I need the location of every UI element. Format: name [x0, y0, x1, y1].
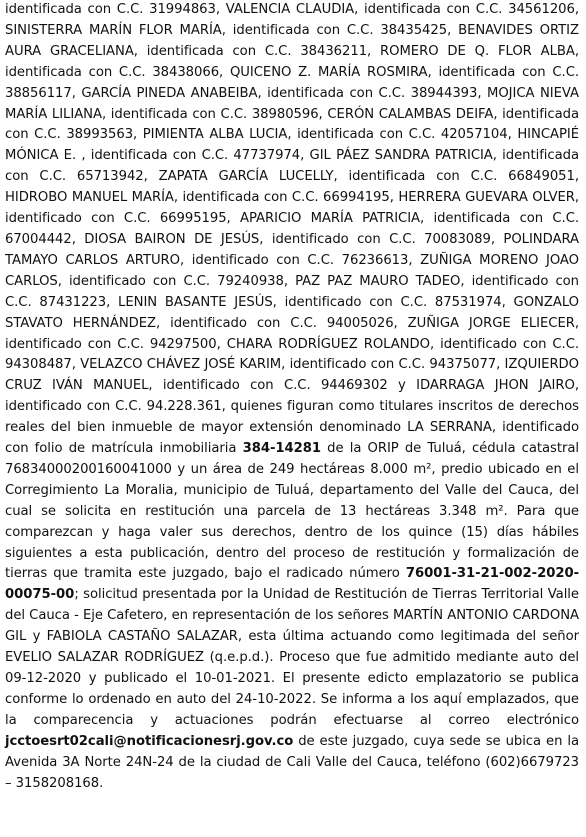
paragraph-text-part-3: ; solicitud presentada por la Unidad de Restitución de Tierras Territorial Valle del Cauca - Eje Cafetero, en representación de los señores MARTÍN ANTONIO CARDONA GIL y FABIOLA CASTAÑO SALAZAR, esta última actuando como legitimada del señor EVELIO SALAZAR RODRÍGUEZ (q.e.p.d.). Proceso que fue admitido mediante auto del 09-12-2020 y publicado el 10-01-2021. El presente edicto emplazatorio se publica conforme lo ordenado en auto del 24-10-2022. Se informa a los aquí emplazados, que la comparecencia y actuaciones podrán efectuarse al correo electrónico	[5, 587, 579, 728]
edict-paragraph	[5, 0, 579, 794]
radicado-number: 76001-31-21-002-2020-00075-00	[5, 566, 579, 603]
folio-number: 384-14281	[242, 441, 322, 457]
court-email: jcctoesrt02cali@notificacionesrj.gov.co	[5, 733, 294, 749]
paragraph-text-part-4: de este juzgado, cuya sede se ubica en la Avenida 3A Norte 24N-24 de la ciudad de Cali Valle del Cauca, teléfono (602)6679723 – 3158208168.	[5, 733, 579, 791]
paragraph-text-part-2: de la ORIP de Tuluá, cédula catastral 76834000200160041000 y un área de 249 hectáreas 8.000 m², predio ubicado en el Corregimiento La Moralia, municipio de Tuluá, departamento del Valle del Cauca, del cual se solicita en restitución una parcela de 13 hectáreas 3.348 m². Para que comparezcan y haga valer sus derechos, dentro de los quince (15) días hábiles siguientes a esta publicación, dentro del proceso de restitución y formalización de tierras que tramita este juzgado, bajo el radicado número	[5, 441, 579, 582]
paragraph-text-part-1: identificada con C.C. 31994863, VALENCIA CLAUDIA, identificada con C.C. 34561206, SINISTERRA MARÍN FLOR MARÍA, identificada con C.C. 38435425, BENAVIDES ORTIZ AURA GRACELIANA, identificada con C.C. 38436211, ROMERO DE Q. FLOR ALBA, identificada con C.C. 38438066, QUICENO Z. MARÍA ROSMIRA, identificada con C.C. 38856117, GARCÍA PINEDA ANABEIBA, identificada con C.C. 38944393, MOJICA NIEVA MARÍA LILIANA, identificada con C.C. 38980596, CERÓN CALAMBAS DEIFA, identificada con C.C. 38993563, PIMIENTA ALBA LUCIA, identificada con C.C. 42057104, HINCAPIÉ MÓNICA E. , identificada con C.C. 47737974, GIL PÁEZ SANDRA PATRICIA, identificada con C.C. 65713942, ZAPATA GARCÍA LUCELLY, identificada con C.C. 66849051, HIDROBO MANUEL MARÍA, identificada con C.C. 66994195, HERRERA GUEVARA OLVER, identificado con C.C. 66995195, APARICIO MARÍA PATRICIA, identificada con C.C. 67004442, DIOSA BAIRON DE JESÚS, identificado con C.C. 70083089, POLINDARA TAMAYO CARLOS ARTURO, identificado con C.C. 76236613, ZUÑIGA MORENO JOAO CARLOS, identificado con C.C. 79240938, PAZ PAZ MAURO TADEO, identificado con C.C. 87431223, LENIN BASANTE JESÚS, identificado con C.C. 87531974, GONZALO STAVATO HERNÁNDEZ, identificado con C.C. 94005026, ZUÑIGA JORGE ELIECER, identificado con C.C. 94297500, CHARA RODRÍGUEZ ROLANDO, identificado con C.C. 94308487, VELAZCO CHÁVEZ JOSÉ KARIM, identificado con C.C. 94375077, IZQUIERDO CRUZ IVÁN MANUEL, identificado con C.C. 94469302 y IDARRAGA JHON JAIRO, identificado con C.C. 94.228.361, quienes figuran como titulares inscritos de derechos reales del bien inmueble de mayor extensión denominado LA SERRANA, identificado con folio de matrícula inmobiliaria	[5, 2, 579, 457]
